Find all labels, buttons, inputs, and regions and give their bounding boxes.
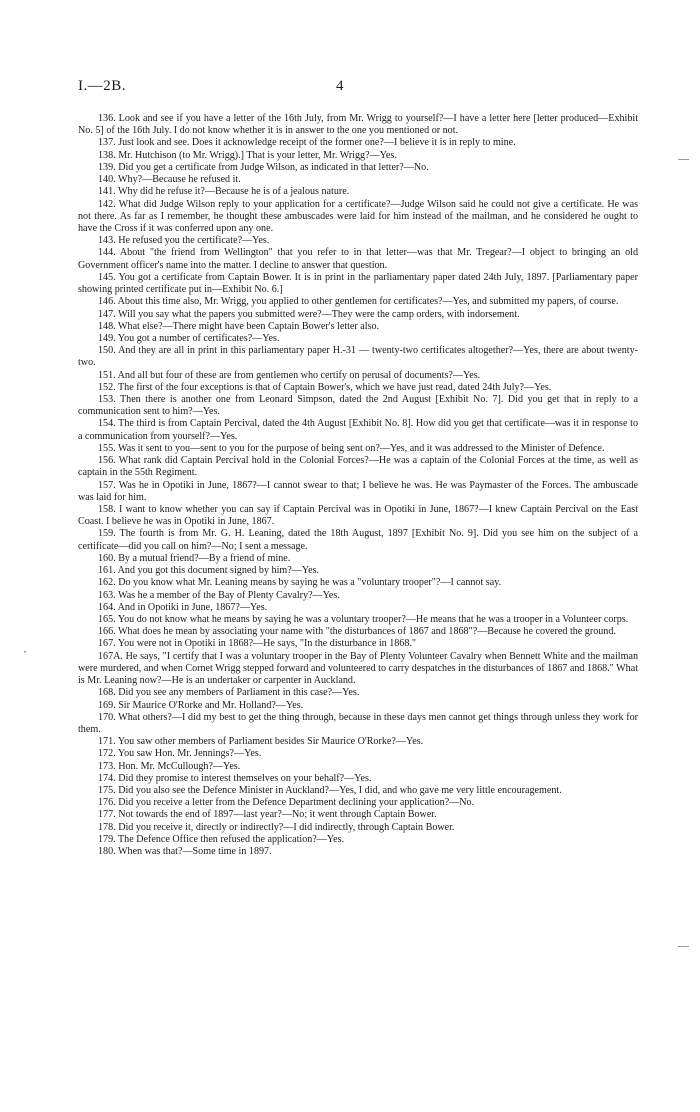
paragraph-144: 144. About "the friend from Wellington" that you refer to in that letter—was that Mr. Tregear?—I object to bringing an old Government officer's name into the matter. I decline to answer that question. [78,247,638,271]
paragraph-178: 178. Did you receive it, directly or indirectly?—I did indirectly, through Captain Bower. [98,821,455,833]
page-number: 4 [336,78,344,94]
margin-mark: — [678,153,689,165]
paragraph-154: 154. The third is from Captain Percival, dated the 4th August [Exhibit No. 8]. How did you get that certificate—was it in response to a communication from yourself?—Yes. [78,418,638,442]
paragraph-149: 149. You got a number of certificates?—Yes. [98,332,280,344]
paragraph-170: 170. What others?—I did my best to get the thing through, because in these days men cannot get things through unless they work for them. [78,711,638,735]
paragraph-136: 136. Look and see if you have a letter of the 16th July, from Mr. Wrigg to yourself?—I have a letter here [letter produced—Exhibit No. 5] of the 16th July. I do not know whether it is in answer to the one you mentioned or not. [78,113,638,137]
paragraph-147: 147. Will you say what the papers you submitted were?—They were the camp orders, with indorsement. [98,308,520,320]
paragraph-169: 169. Sir Maurice O'Rorke and Mr. Holland?—Yes. [98,699,304,711]
paragraph-146: 146. About this time also, Mr. Wrigg, you applied to other gentlemen for certificates?—Yes, and submitted my papers, of course. [98,296,619,308]
margin-mark: • [24,650,27,656]
paragraph-145: 145. You got a certificate from Captain Bower. It is in print in the parliamentary paper dated 24th July, 1897. [Parliamentary paper showing printed certificate put in—Exhibit No. 6.] [78,271,638,296]
document-reference: I.—2B. [78,78,126,94]
paragraph-166: 166. What does he mean by associating your name with "the disturbances of 1867 and 1868"?—Because he covered the ground. [98,626,616,638]
paragraph-175: 175. Did you also see the Defence Minister in Auckland?—Yes, I did, and who gave me very little encouragement. [98,785,562,797]
paragraph-156: 156. What rank did Captain Percival hold in the Colonial Forces?—He was a captain of the Colonial Forces at the time, as well as captain in the 55th Regiment. [78,455,638,479]
paragraph-163: 163. Was he a member of the Bay of Plenty Cavalry?—Yes. [98,589,340,601]
paragraph-137: 137. Just look and see. Does it acknowledge receipt of the former one?—I believe it is in reply to mine. [98,137,516,149]
paragraph-157: 157. Was he in Opotiki in June, 1867?—I cannot swear to that; I believe he was. He was Paymaster of the Forces. The ambuscade was laid for him. [78,479,638,503]
paragraph-162: 162. Do you know what Mr. Leaning means by saying he was a "voluntary trooper"?—I cannot say. [98,577,502,589]
paragraph-141: 141. Why did he refuse it?—Because he is of a jealous nature. [98,186,350,198]
paragraph-150: 150. And they are all in print in this parliamentary paper H.-31 — twenty-two certificates altogether?—Yes, there are about twenty-two. [78,345,638,369]
paragraph-171: 171. You saw other members of Parliament besides Sir Maurice O'Rorke?—Yes. [98,736,424,748]
paragraph-142: 142. What did Judge Wilson reply to your application for a certificate?—Judge Wilson said he could not give a certificate. He was not there. As far as I remember, he thought these ambuscades were laid for him instead of the mailman, and he considered he ought to have the Cross if it was conferred upon any one. [78,198,638,234]
paragraph-139: 139. Did you get a certificate from Judge Wilson, as indicated in that letter?—No. [98,161,429,173]
paragraph-164: 164. And in Opotiki in June, 1867?—Yes. [98,601,268,613]
paragraph-153: 153. Then there is another one from Leonard Simpson, dated the 2nd August [Exhibit No. 7]. Did you get that in reply to a communication sent to him?—Yes. [78,394,638,418]
paragraph-160: 160. By a mutual friend?—By a friend of mine. [98,552,291,564]
paragraph-143: 143. He refused you the certificate?—Yes. [98,235,270,247]
paragraph-173: 173. Hon. Mr. McCullough?—Yes. [98,760,241,772]
paragraph-167: 167. You were not in Opotiki in 1868?—He says, "In the disturbance in 1868." [98,638,417,650]
paragraph-140: 140. Why?—Because he refused it. [98,174,241,186]
paragraph-161: 161. And you got this document signed by him?—Yes. [98,565,320,577]
paragraph-177: 177. Not towards the end of 1897—last year?—No; it went through Captain Bower. [98,809,437,821]
paragraph-172: 172. You saw Hon. Mr. Jennings?—Yes. [98,748,262,760]
paragraph-148: 148. What else?—There might have been Captain Bower's letter also. [98,320,380,332]
paragraph-168: 168. Did you see any members of Parliament in this case?—Yes. [98,687,360,699]
paragraph-179: 179. The Defence Office then refused the application?—Yes. [98,833,345,845]
paragraph-167a: 167A. He says, "I certify that I was a voluntary trooper in the Bay of Plenty Volunteer Cavalry when Bennett White and the mailman were murdered, and when Cornet Wrigg stepped forward and volunteered to carry despatches in the disturbances of 1867 and 1868." What is Mr. Leaning now?—He is an undertaker or carpenter in Auckland. [78,650,639,687]
paragraph-158: 158. I want to know whether you can say if Captain Percival was in Opotiki in June, 1867?—I knew Captain Percival on the East Coast. I believe he was in Opotiki in June, 1867. [78,504,638,528]
paragraph-152: 152. The first of the four exceptions is that of Captain Bower's, which we have just read, dated 24th July?—Yes. [98,381,552,393]
paragraph-159: 159. The fourth is from Mr. G. H. Leaning, dated the 18th August, 1897 [Exhibit No. 9]. Did you see him on the subject of a certificate—did you call on him?—No; I sent a message. [78,528,638,552]
paragraph-176: 176. Did you receive a letter from the Defence Department declining your application?—No. [98,797,475,809]
paragraph-151: 151. And all but four of these are from gentlemen who certify on perusal of documents?—Yes. [98,369,481,381]
paragraph-174: 174. Did they promise to interest themselves on your behalf?—Yes. [98,772,372,784]
testimony-body [78,113,638,858]
margin-mark: — [678,940,689,952]
paragraph-138: 138. Mr. Hutchison (to Mr. Wrigg).] That is your letter, Mr. Wrigg?—Yes. [98,149,397,161]
paragraph-155: 155. Was it sent to you—sent to you for the purpose of being sent on?—Yes, and it was addressed to the Minister of Defence. [98,442,605,454]
paragraph-165: 165. You do not know what he means by saying he was a voluntary trooper?—He means that he was a trooper in a Volunteer corps. [98,613,629,625]
paragraph-180: 180. When was that?—Some time in 1897. [98,846,272,858]
page-header [78,78,638,98]
